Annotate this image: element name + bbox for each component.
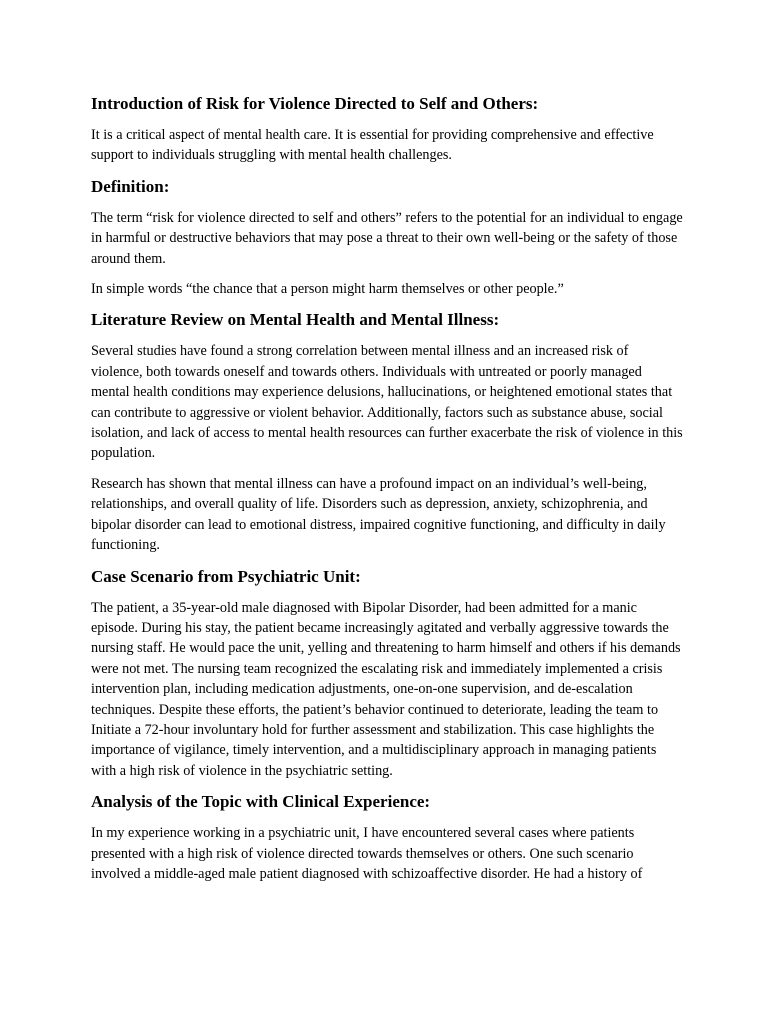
section-heading-literature-review: Literature Review on Mental Health and Mental Illness: xyxy=(91,310,500,330)
section-heading-analysis: Analysis of the Topic with Clinical Experience: xyxy=(91,792,431,812)
introduction-paragraph: It is a critical aspect of mental health care. It is essential for providing comprehensive and effective support to individuals struggling with mental health challenges. xyxy=(91,127,654,164)
document-page xyxy=(91,93,683,894)
definition-simple-paragraph: In simple words “the chance that a person might harm themselves or other people.” xyxy=(91,281,564,298)
analysis-paragraph: In my experience working in a psychiatric unit, I have encountered several cases where patients presented with a high risk of violence directed towards themselves or others. One such scenario involved a middle-aged male patient diagnosed with schizoaffective disorder. He had a history of xyxy=(91,825,643,882)
literature-review-paragraph-1: Several studies have found a strong correlation between mental illness and an increased risk of violence, both towards oneself and towards others. Individuals with untreated or poorly managed mental health conditions may experience delusions, hallucinations, or heightened emotional states that can contribute to aggressive or violent behavior. Additionally, factors such as substance abuse, social isolation, and lack of access to mental health resources can further exacerbate the risk of violence in this population. xyxy=(91,343,683,462)
section-heading-definition: Definition: xyxy=(91,176,170,196)
section-heading-introduction: Introduction of Risk for Violence Directed to Self and Others: xyxy=(91,94,539,113)
case-scenario-paragraph: The patient, a 35-year-old male diagnosed with Bipolar Disorder, had been admitted for a manic episode. During his stay, the patient became increasingly agitated and verbally aggressive towards the nursing staff. He would pace the unit, yelling and threatening to harm himself and others if his demands were not met. The nursing team recognized the escalating risk and immediately implemented a crisis intervention plan, including medication adjustments, one-on-one supervision, and de-escalation techniques. Despite these efforts, the patient’s behavior continued to deteriorate, leading the team to Initiate a 72-hour involuntary hold for further assessment and stabilization. This case highlights the importance of vigilance, timely intervention, and a multidisciplinary approach in managing patients with a high risk of violence in the psychiatric setting. xyxy=(91,599,681,779)
definition-paragraph: The term “risk for violence directed to self and others” refers to the potential for an individual to engage in harmful or destructive behaviors that may pose a threat to their own well-being or the safety of those around them. xyxy=(91,209,683,267)
section-heading-case-scenario: Case Scenario from Psychiatric Unit: xyxy=(91,566,361,586)
literature-review-paragraph-2: Research has shown that mental illness can have a profound impact on an individual’s well-being, relationships, and overall quality of life. Disorders such as depression, anxiety, schizophrenia, and bipolar disorder can lead to emotional distress, impaired cognitive functioning, and difficulty in daily functioning. xyxy=(91,475,666,554)
